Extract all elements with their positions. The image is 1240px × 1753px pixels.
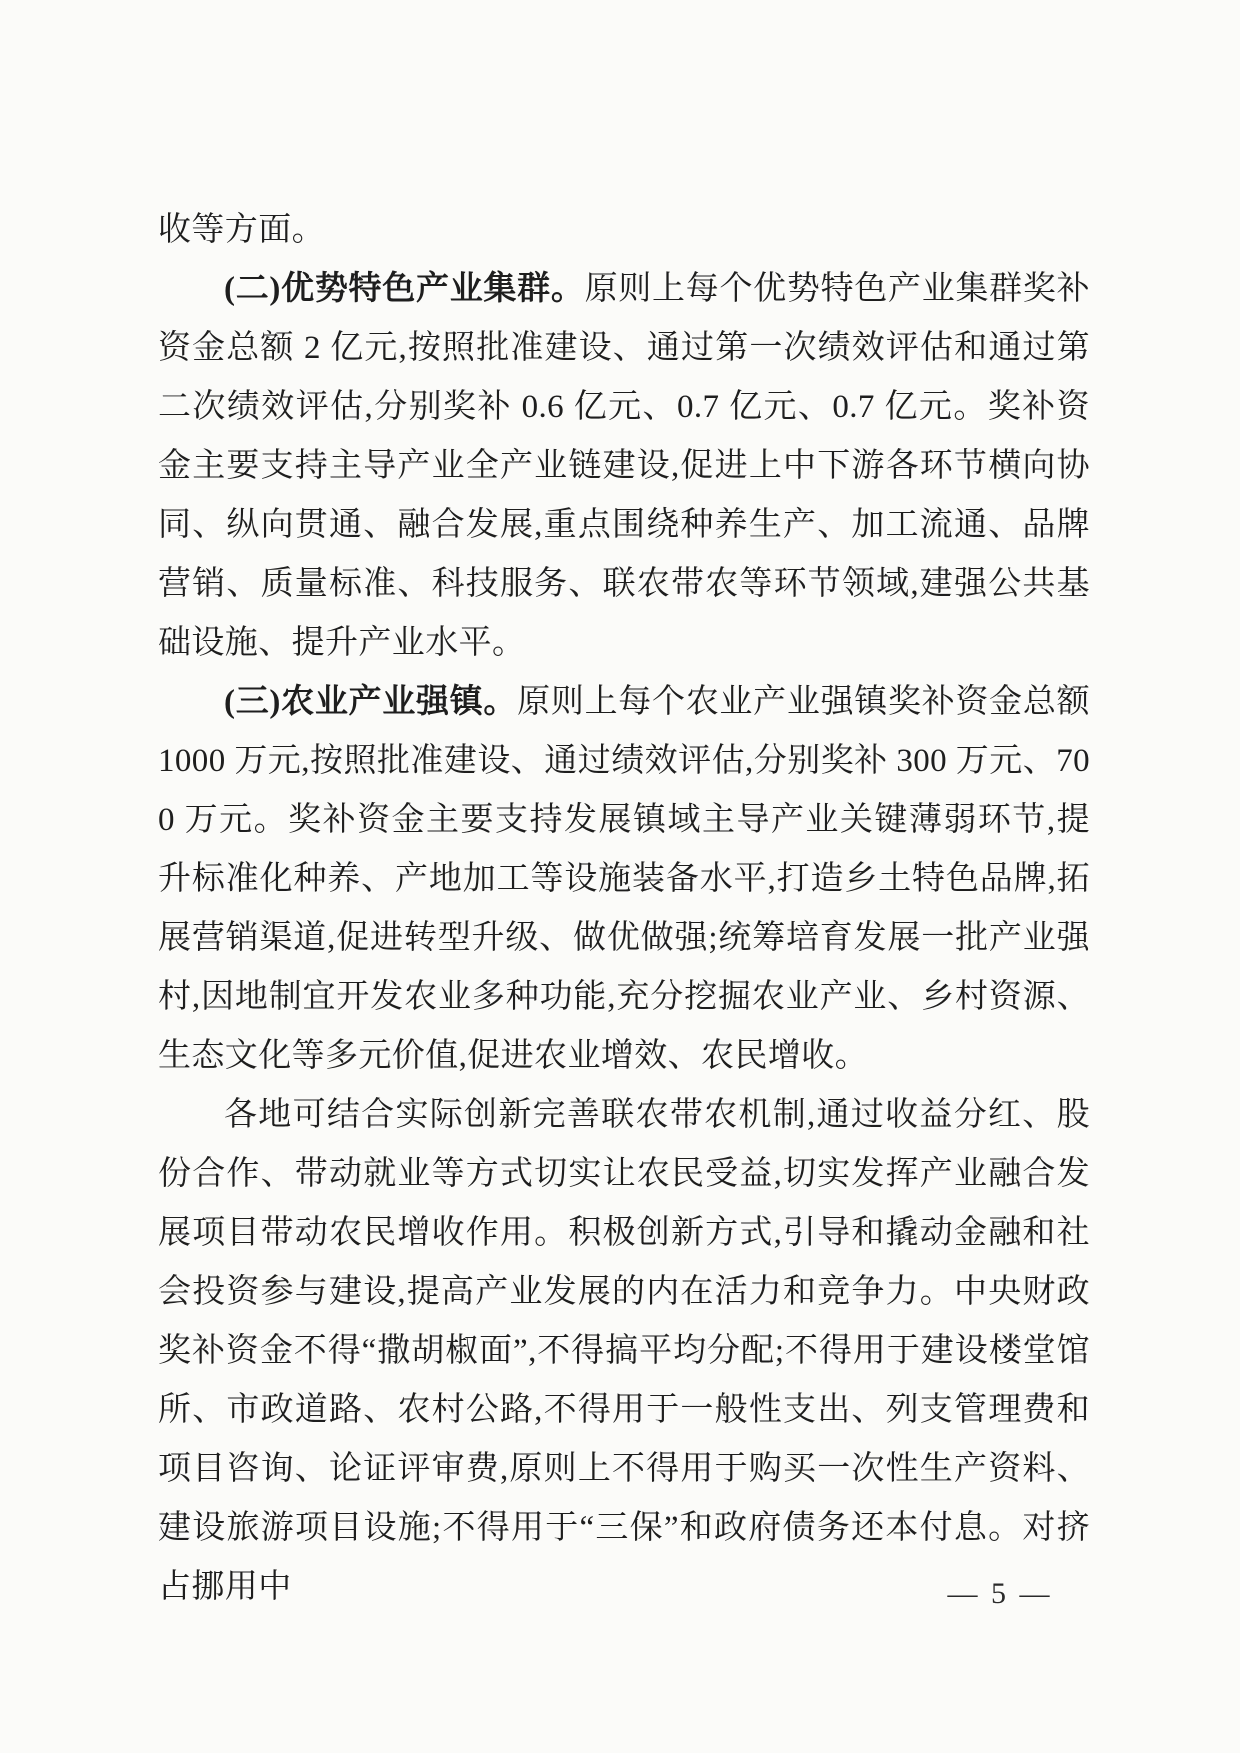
section-3-heading: (三)农业产业强镇。 — [224, 684, 518, 720]
section-2-heading: (二)优势特色产业集群。 — [224, 271, 585, 307]
section-3-body: 原则上每个农业产业强镇奖补资金总额 1000 万元,按照批准建设、通过绩效评估,分别奖补 300 万元、700 万元。奖补资金主要支持发展镇域主导产业关键薄弱环节,提升标准化种养、产地加工等设施装备水平,打造乡土特色品牌,拓展营销渠道,促进转型升级、做优做强;统筹培育发展一批产业强村,因地制宜开发农业多种功能,充分挖掘农业产业、乡村资源、生态文化等多元价值,促进农业增效、农民增收。 — [158, 684, 1090, 1074]
paragraph-section-2 — [158, 260, 1090, 673]
document-body — [158, 201, 1090, 1617]
paragraph-closing: 各地可结合实际创新完善联农带农机制,通过收益分红、股份合作、带动就业等方式切实让农民受益,切实发挥产业融合发展项目带动农民增收作用。积极创新方式,引导和撬动金融和社会投资参与建设,提高产业发展的内在活力和竞争力。中央财政奖补资金不得“撒胡椒面”,不得搞平均分配;不得用于建设楼堂馆所、市政道路、农村公路,不得用于一般性支出、列支管理费和项目咨询、论证评审费,原则上不得用于购买一次性生产资料、建设旅游项目设施;不得用于“三保”和政府债务还本付息。对挤占挪用中 — [158, 1097, 1090, 1605]
section-2-body: 原则上每个优势特色产业集群奖补资金总额 2 亿元,按照批准建设、通过第一次绩效评估和通过第二次绩效评估,分别奖补 0.6 亿元、0.7 亿元、0.7 亿元。奖补资金主要支持主导产业全产业链建设,促进上中下游各环节横向协同、纵向贯通、融合发展,重点围绕种养生产、加工流通、品牌营销、质量标准、科技服务、联农带农等环节领域,建强公共基础设施、提升产业水平。 — [158, 271, 1091, 661]
paragraph-continuation: 收等方面。 — [158, 212, 325, 248]
page-number: — 5 — — [947, 1577, 1053, 1610]
paragraph-section-3 — [158, 673, 1090, 1086]
